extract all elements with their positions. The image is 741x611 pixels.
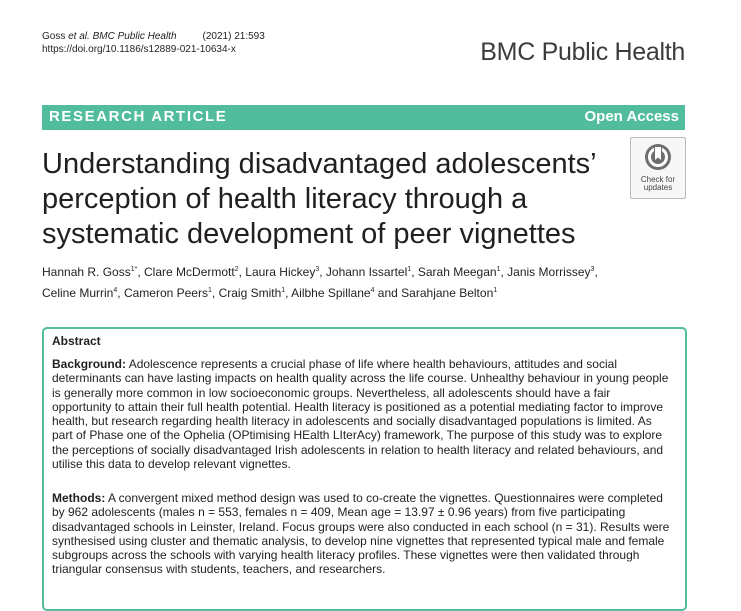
check-updates-line2: updates [643,183,673,192]
abstract-box [42,327,687,611]
doi-link[interactable]: https://doi.org/10.1186/s12889-021-10634-x [42,44,236,55]
check-for-updates-button[interactable] [630,137,686,199]
journal-authors: Goss [42,31,66,42]
abstract-heading: Abstract [52,334,101,348]
article-title: Understanding disadvantaged adolescents’ perception of health literacy through a systematic development of peer vignettes [42,148,596,250]
check-updates-icon [644,143,672,173]
author[interactable]: Laura Hickey$^3$ [245,265,320,279]
background-label: Background: [52,357,127,371]
author[interactable]: Janis Morrissey$^3$ [507,265,595,279]
article-type-label: RESEARCH ARTICLE [49,108,228,125]
open-access-label: Open Access [584,108,679,125]
article-banner [42,105,685,130]
author[interactable]: Sarah Meegan$^1$ [417,265,501,279]
author[interactable]: Sarahjane Belton$^1$ [401,286,498,300]
author[interactable]: Clare McDermott$^2$ [144,265,239,279]
background-text: Adolescence represents a crucial phase of life where health behaviours, attitudes and social determinants can have lasting impacts on health quality across the life course. Unhealthy behaviour in young people is generally more common in low socioeconomic groups. Nevertheless, all adolescents should have a fair opportunity to attain their full health potential. Health literacy is positioned as a potential mediating factor to improve health, but research regarding health literacy in adolescents and socially disadvantaged populations is limited. As part of Phase one of the Ophelia (OPtimising HEalth LIterAcy) framework, The purpose of this study was to explore the perceptions of socially disadvantaged Irish adolescents in relation to health literacy and related behaviours, and utilise this data to develop relevant vignettes. [52,357,669,472]
citation-block [42,30,265,56]
author[interactable]: Ailbhe Spillane$^4$ [291,286,375,300]
author[interactable]: Craig Smith$^1$ [218,286,286,300]
citation-line [42,30,265,43]
author[interactable]: Hannah R. Goss$^{1*}$ [42,265,138,279]
author[interactable]: Johann Issartel$^1$ [325,265,412,279]
journal-brand: BMC Public Health [480,38,685,66]
author[interactable]: Cameron Peers$^1$ [123,286,212,300]
methods-text: A convergent mixed method design was used to co-create the vignettes. Questionnaires were completed by 962 adolescents (males n = 553, females n = 409, Mean age = 13.97 ± 0.96 years) from five participating disadvantaged schools in Leinster, Ireland. Focus groups were also conducted in each school (n = 31). Results were synthesised using cluster and thematic analysis, to develop nine vignettes that represented typical male and female subgroups across the schools with varying health literacy profiles. These vignettes were then validated through triangular consensus with students, teachers, and researchers. [52,491,670,577]
author-list: Hannah R. Goss$^{1*}$, Clare McDermott$^2$, Laura Hickey$^3$, Johann Issartel$^1$, Sarah Meegan$^1$, Janis Morrissey$^3$, Celine Murrin$^4$, Cameron Peers$^1$, Craig Smith$^1$, Ailbhe Spillane$^4$ and Sarahjane Belton$^1$ [42,265,598,300]
abstract-methods [52,491,672,577]
methods-label: Methods: [52,491,106,505]
abstract-background [52,357,672,471]
check-updates-line1: Check for [640,175,676,184]
author[interactable]: Celine Murrin$^4$ [42,286,118,300]
year-volume: (2021) 21:593 [202,31,265,42]
journal-name: et al. BMC Public Health [65,31,177,42]
